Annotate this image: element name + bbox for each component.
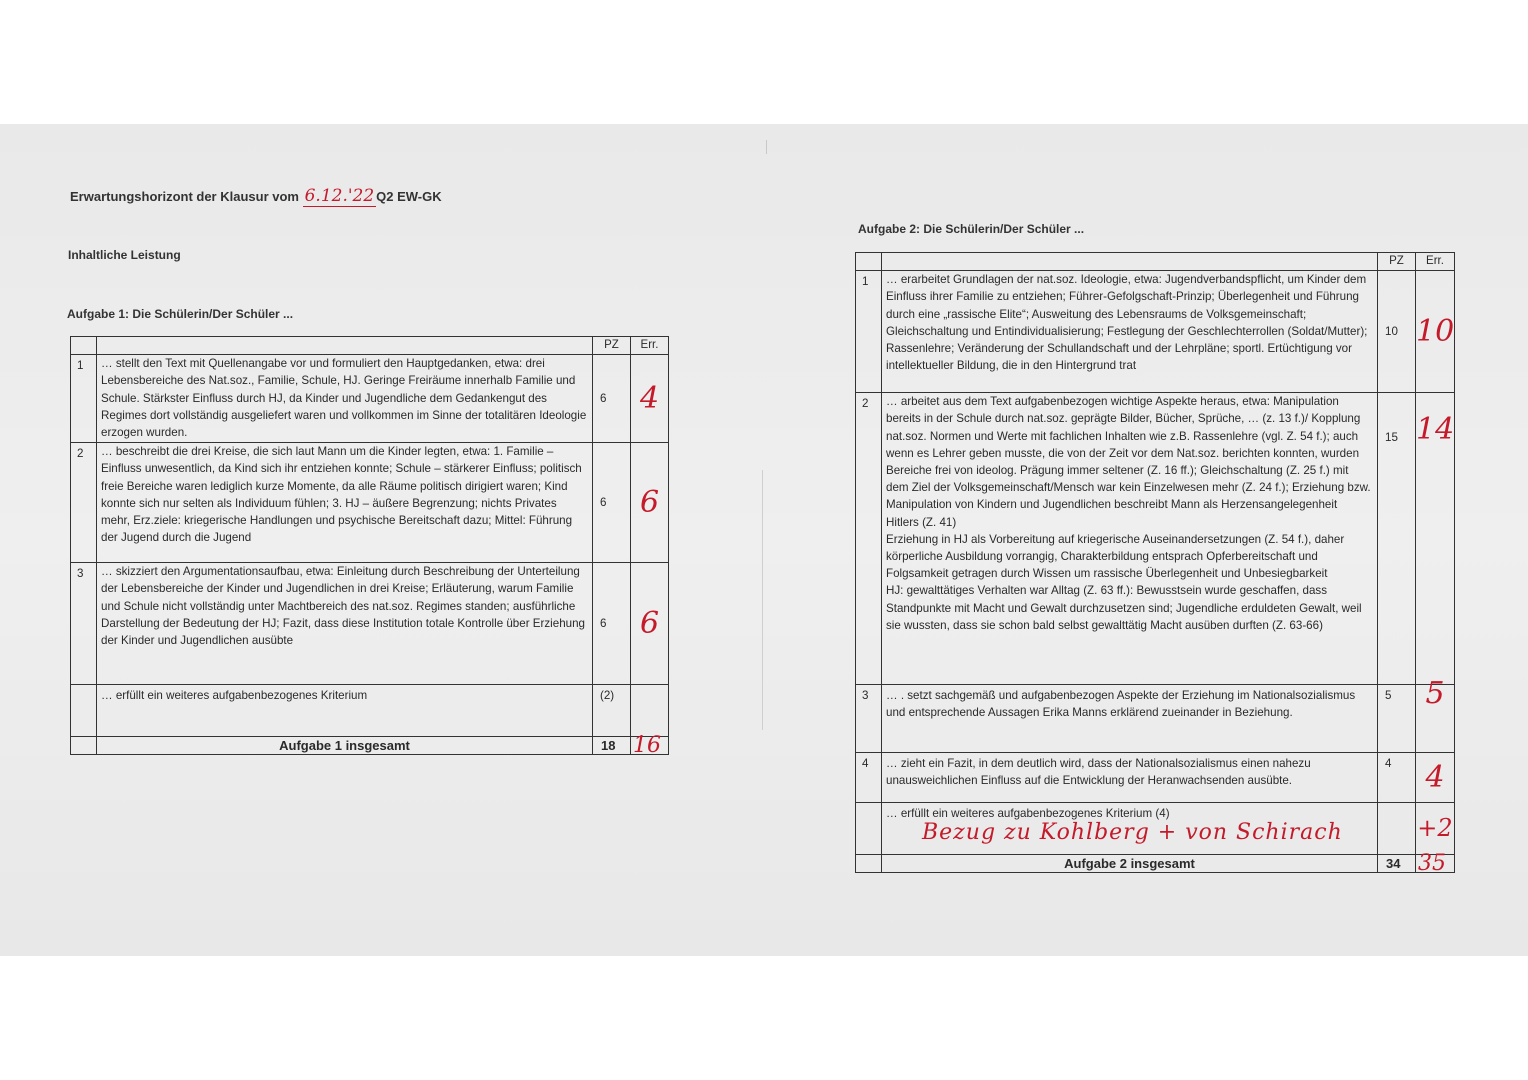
table-header-row bbox=[856, 253, 1455, 271]
total-max-points: 18 bbox=[593, 737, 631, 755]
criterion-text: … erfüllt ein weiteres aufgabenbezogenes Kriterium (4) bbox=[886, 807, 1170, 821]
table-header-row bbox=[71, 337, 669, 355]
row-number bbox=[71, 685, 97, 737]
max-points: 10 bbox=[1378, 271, 1416, 393]
row-number: 3 bbox=[856, 685, 882, 753]
max-points: 15 bbox=[1378, 393, 1416, 685]
err-column-header: Err. bbox=[1416, 253, 1455, 271]
criterion-text: … erarbeitet Grundlagen der nat.soz. Ideologie, etwa: Jugendverbandspflicht, um Kinder dem Einfluss ihrer Familie zu entziehen; Führer-Gefolgschaft-Prinzip; Überlegenheit und Führung durch eine „rassische Elite“; Ausweitung des Lebensraums de Volksgemeinschaft; Gleichschaltung und Entindividualisierung; Festlegung der Geschlechterrollen (Soldat/Mutter); Rassenlehre; Veränderung der Schullandschaft und der Lehrpläne; sportl. Ertüchtigung vor intellektueller Bildung, die in den Hintergrund trat bbox=[882, 271, 1378, 393]
task2-heading: Aufgabe 2: Die Schülerin/Der Schüler ... bbox=[858, 222, 1085, 236]
total-label: Aufgabe 2 insgesamt bbox=[882, 855, 1378, 873]
achieved-points: 10 bbox=[1416, 271, 1455, 393]
handwritten-note: Bezug zu Kohlberg + von Schirach bbox=[922, 820, 1343, 846]
criterion-text: … arbeitet aus dem Text aufgabenbezogen wichtige Aspekte heraus, etwa: Manipulation bereits in der Schule durch nat.soz. geprägte Bilder, Bücher, Sprüche, … (z. 13 f.)/ Kopplung nat.soz. Normen und Werte mit fachlichen Inhalten wie z.B. Rassenlehre (vgl. Z. 54 f.); auch wenn es Lehrer geben musste, die von der Zeit vor dem Nat.soz. berichten konnten, wurden Bereiche frei von ideolog. Prägung immer seltener (Z. 16 ff.); Gleichschaltung (Z. 25 f.) mit dem Ziel der Volksgemeinschaft/Mensch war kein Einzelwesen mehr (Z. 24 f.); Erziehung bzw. Manipulation von Kindern und Jugendlichen beschreibt Mann als Herzensangelegenheit Hitlers (Z. 41) Erziehung in HJ als Vorbereitung auf kriegerische Auseinandersetzungen (Z. 54 f.), daher körperliche Ausbildung vorrangig, Charakterbildung entsprach Opferbereitschaft und Folgsamkeit getragen durch Wissen um rassische Überlegenheit und Unbesiegbarkeit HJ: gewalttätiges Verhalten war Alltag (Z. 63 ff.): Bewusstsein wurde geschaffen, dass Standpunkte mit Macht und Gewalt durchzusetzen sind; Jugendliche erduldeten Gewalt, weil sie wussten, dass sie schon bald selbst gewalttätig Macht ausüben durften (Z. 63-66) bbox=[882, 393, 1378, 685]
max-points: 6 bbox=[593, 563, 631, 685]
handwritten-date: 6.12.'22 bbox=[304, 186, 375, 206]
criterion-text: … skizziert den Argumentationsaufbau, etwa: Einleitung durch Beschreibung der Unterteilung der Lebensbereiche der Kinder und Jugendlichen in drei Kreise; Erläuterung, warum Familie und Schule nicht vollständig unter Machtbereich des nat.soz. Regimes standen; ausführliche Darstellung der Bedeutung der HJ; Fazit, dass diese Institution totale Kontrolle über Erziehung der Kinder und Jugendlichen ausübte bbox=[97, 563, 593, 685]
achieved-points bbox=[631, 685, 669, 737]
achieved-points: +2 bbox=[1416, 803, 1455, 855]
table-row bbox=[856, 271, 1455, 393]
table-row bbox=[71, 685, 669, 737]
row-number: 3 bbox=[71, 563, 97, 685]
document-title bbox=[70, 186, 442, 206]
total-label: Aufgabe 1 insgesamt bbox=[97, 737, 593, 755]
row-number: 2 bbox=[71, 443, 97, 563]
table-row bbox=[856, 393, 1455, 685]
table-row bbox=[71, 443, 669, 563]
criterion-text: … erfüllt ein weiteres aufgabenbezogenes Kriterium bbox=[97, 685, 593, 737]
max-points: 6 bbox=[593, 355, 631, 443]
pz-column-header: PZ bbox=[593, 337, 631, 355]
row-number: 1 bbox=[71, 355, 97, 443]
achieved-points: 6 bbox=[631, 563, 669, 685]
row-number bbox=[856, 803, 882, 855]
table-row bbox=[71, 355, 669, 443]
achieved-points: 6 bbox=[631, 443, 669, 563]
criterion-cell bbox=[882, 803, 1378, 855]
course-label: Q2 EW-GK bbox=[376, 189, 442, 204]
row-number: 1 bbox=[856, 271, 882, 393]
max-points: 5 bbox=[1378, 685, 1416, 753]
criterion-text: … zieht ein Fazit, in dem deutlich wird, dass der Nationalsozialismus einen nahezu unausweichlichen Einfluss auf die Entwicklung der Heranwachsenden ausübte. bbox=[882, 753, 1378, 803]
achieved-points: 4 bbox=[631, 355, 669, 443]
table-row bbox=[71, 563, 669, 685]
criterion-text: … stellt den Text mit Quellenangabe vor und formuliert den Hauptgedanken, etwa: drei Lebensbereiche des Nat.soz., Familie, Schule, HJ. Geringe Freiräume innerhalb Familie und Schule. Stärkster Einfluss durch HJ, da Kinder und Jugendliche dem Gedankengut des Regimes dort vollständig ausgeliefert waren und vollkommen im Sinne der totalitären Ideologie erzogen wurden. bbox=[97, 355, 593, 443]
achieved-points: 14 bbox=[1416, 393, 1455, 685]
total-max-points: 34 bbox=[1378, 855, 1416, 873]
table-row bbox=[856, 753, 1455, 803]
task2-table bbox=[855, 252, 1455, 877]
table-row bbox=[856, 803, 1455, 855]
task1-heading: Aufgabe 1: Die Schülerin/Der Schüler ... bbox=[67, 307, 294, 321]
criterion-text: … . setzt sachgemäß und aufgabenbezogen Aspekte der Erziehung im Nationalsozialismus und entsprechende Aussagen Erika Manns erklärend zueinander in Beziehung. bbox=[882, 685, 1378, 753]
row-number: 4 bbox=[856, 753, 882, 803]
section-heading: Inhaltliche Leistung bbox=[68, 248, 181, 262]
fold-line bbox=[766, 140, 767, 154]
total-achieved-points: 35 bbox=[1416, 855, 1455, 873]
total-row bbox=[856, 855, 1455, 873]
criterion-text: … beschreibt die drei Kreise, die sich laut Mann um die Kinder legten, etwa: 1. Familie – Einfluss unwesentlich, da Kind sich ihr entziehen konnte; Schule – stärkerer Einfluss; politisch freie Bereiche waren lediglich kurze Momente, da alle Räume politisch dirigiert waren; Kind konnte sich nur selten als Individuum fühlen; 3. HJ – äußere Begrenzung; nichts Privates mehr, Erz.ziele: kriegerische Handlungen und psychische Bereitschaft dazu; Mittel: Führung der Jugend durch die Jugend bbox=[97, 443, 593, 563]
max-points: 6 bbox=[593, 443, 631, 563]
table-row bbox=[856, 685, 1455, 753]
achieved-points: 5 bbox=[1416, 685, 1455, 753]
max-points: (2) bbox=[593, 685, 631, 737]
total-achieved-points: 16 bbox=[631, 737, 669, 755]
achieved-points: 4 bbox=[1416, 753, 1455, 803]
title-prefix: Erwartungshorizont der Klausur vom bbox=[70, 189, 299, 204]
task1-table bbox=[70, 336, 669, 759]
total-row bbox=[71, 737, 669, 755]
max-points: 4 bbox=[1378, 753, 1416, 803]
fold-line bbox=[762, 470, 763, 730]
row-number: 2 bbox=[856, 393, 882, 685]
max-points bbox=[1378, 803, 1416, 855]
err-column-header: Err. bbox=[631, 337, 669, 355]
pz-column-header: PZ bbox=[1378, 253, 1416, 271]
